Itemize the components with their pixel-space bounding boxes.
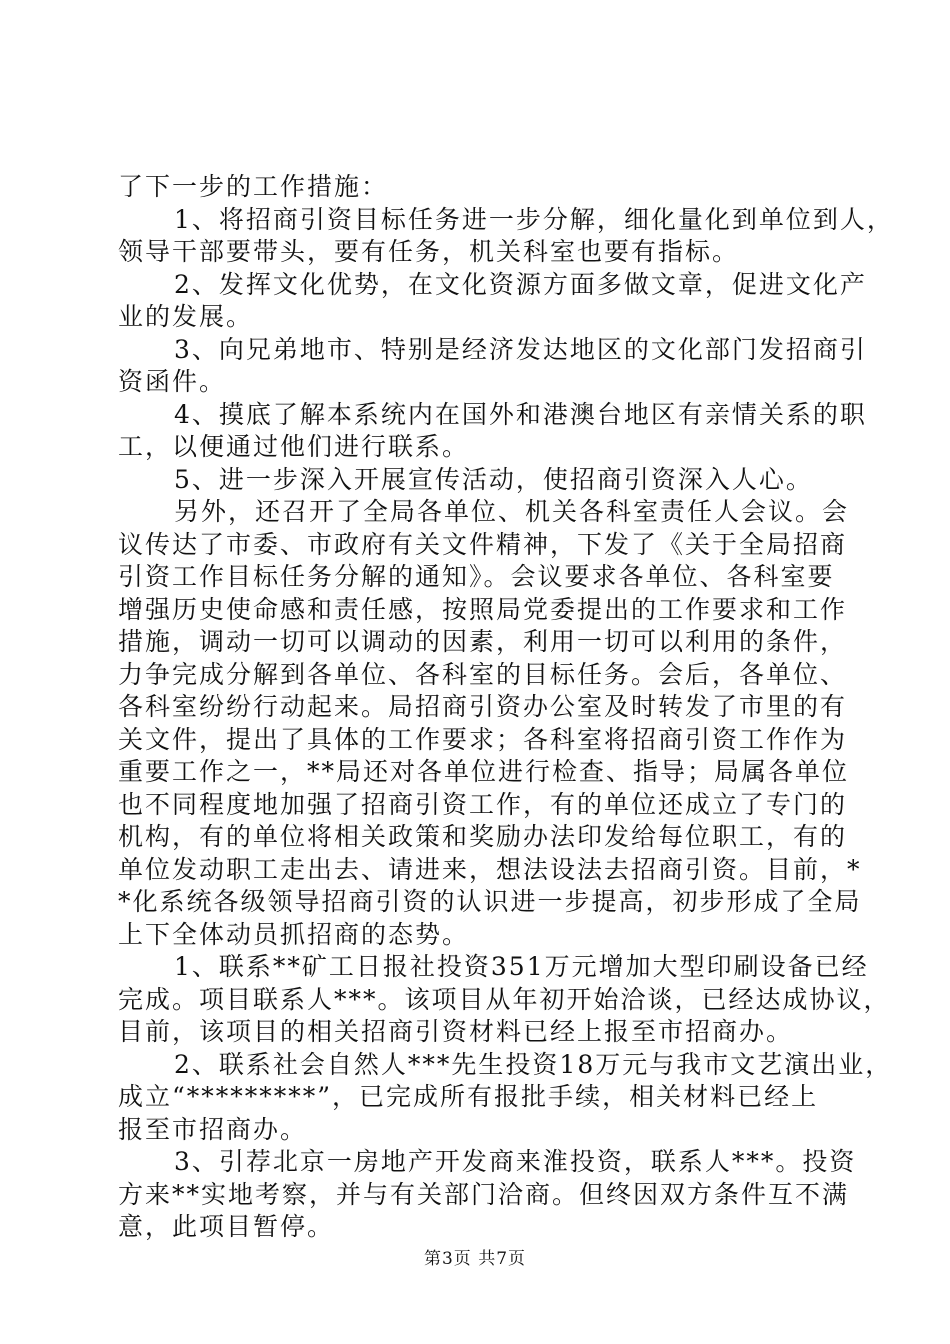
text-line: 3、向兄弟地市、特别是经济发达地区的文化部门发招商引 <box>174 334 867 364</box>
text-line: 3、引荐北京一房地产开发商来淮投资，联系人***。投资 <box>174 1147 857 1176</box>
text-line: 上下全体动员抓招商的态势。 <box>118 919 470 949</box>
text-line: 5、进一步深入开展宣传活动，使招商引资深入人心。 <box>174 464 813 494</box>
document-body <box>118 171 894 1244</box>
text-line: 2、发挥文化优势，在文化资源方面多做文章，促进文化产 <box>174 269 867 299</box>
text-line: *化系统各级领导招商引资的认识进一步提高，初步形成了全局 <box>118 887 862 916</box>
text-line: 增强历史使命感和责任感，按照局党委提出的工作要求和工作 <box>118 594 848 624</box>
text-line: 报至市招商办。 <box>118 1114 308 1144</box>
text-line: 业的发展。 <box>118 302 254 331</box>
text-line: 1、联系**矿工日报社投资351万元增加大型印刷设备已经 <box>174 952 869 981</box>
text-line: 完成。项目联系人***。该项目从年初开始洽谈，已经达成协议， <box>118 984 891 1014</box>
text-line: 引资工作目标任务分解的通知》。会议要求各单位、各科室要 <box>118 562 835 591</box>
page-number-footer: 第3页 共7页 <box>423 1249 527 1269</box>
text-line: 意，此项目暂停。 <box>118 1212 335 1241</box>
text-line: 单位发动职工走出去、请进来，想法设法去招商引资。目前，* <box>118 854 862 884</box>
text-line: 机构，有的单位将相关政策和奖励办法印发给每位职工，有的 <box>118 822 848 851</box>
text-line: 资函件。 <box>118 367 227 396</box>
text-line: 力争完成分解到各单位、各科室的目标任务。会后，各单位、 <box>118 659 848 689</box>
text-line: 也不同程度地加强了招商引资工作，有的单位还成立了专门的 <box>118 789 848 819</box>
text-line: 成立“*********”，已完成所有报批手续，相关材料已经上 <box>118 1082 819 1111</box>
text-line: 4、摸底了解本系统内在国外和港澳台地区有亲情关系的职 <box>174 399 867 429</box>
text-line: 1、将招商引资目标任务进一步分解，细化量化到单位到人， <box>174 204 894 234</box>
text-line: 关文件，提出了具体的工作要求；各科室将招商引资工作作为 <box>118 724 848 754</box>
text-line: 措施，调动一切可以调动的因素，利用一切可以利用的条件， <box>118 627 848 656</box>
text-line: 2、联系社会自然人***先生投资18万元与我市文艺演出业， <box>174 1049 893 1079</box>
text-line: 了下一步的工作措施： <box>118 172 389 201</box>
text-line: 各科室纷纷行动起来。局招商引资办公室及时转发了市里的有 <box>118 692 848 721</box>
text-line: 重要工作之一，**局还对各单位进行检查、指导；局属各单位 <box>118 757 850 786</box>
text-line: 目前，该项目的相关招商引资材料已经上报至市招商办。 <box>118 1017 794 1046</box>
text-line: 另外，还召开了全局各单位、机关各科室责任人会议。会 <box>174 497 850 526</box>
text-line: 工，以便通过他们进行联系。 <box>118 432 470 461</box>
text-line: 方来**实地考察，并与有关部门洽商。但终因双方条件互不满 <box>118 1179 850 1209</box>
text-line: 领导干部要带头，要有任务，机关科室也要有指标。 <box>118 237 740 266</box>
text-line: 议传达了市委、市政府有关文件精神，下发了《关于全局招商 <box>118 529 848 559</box>
